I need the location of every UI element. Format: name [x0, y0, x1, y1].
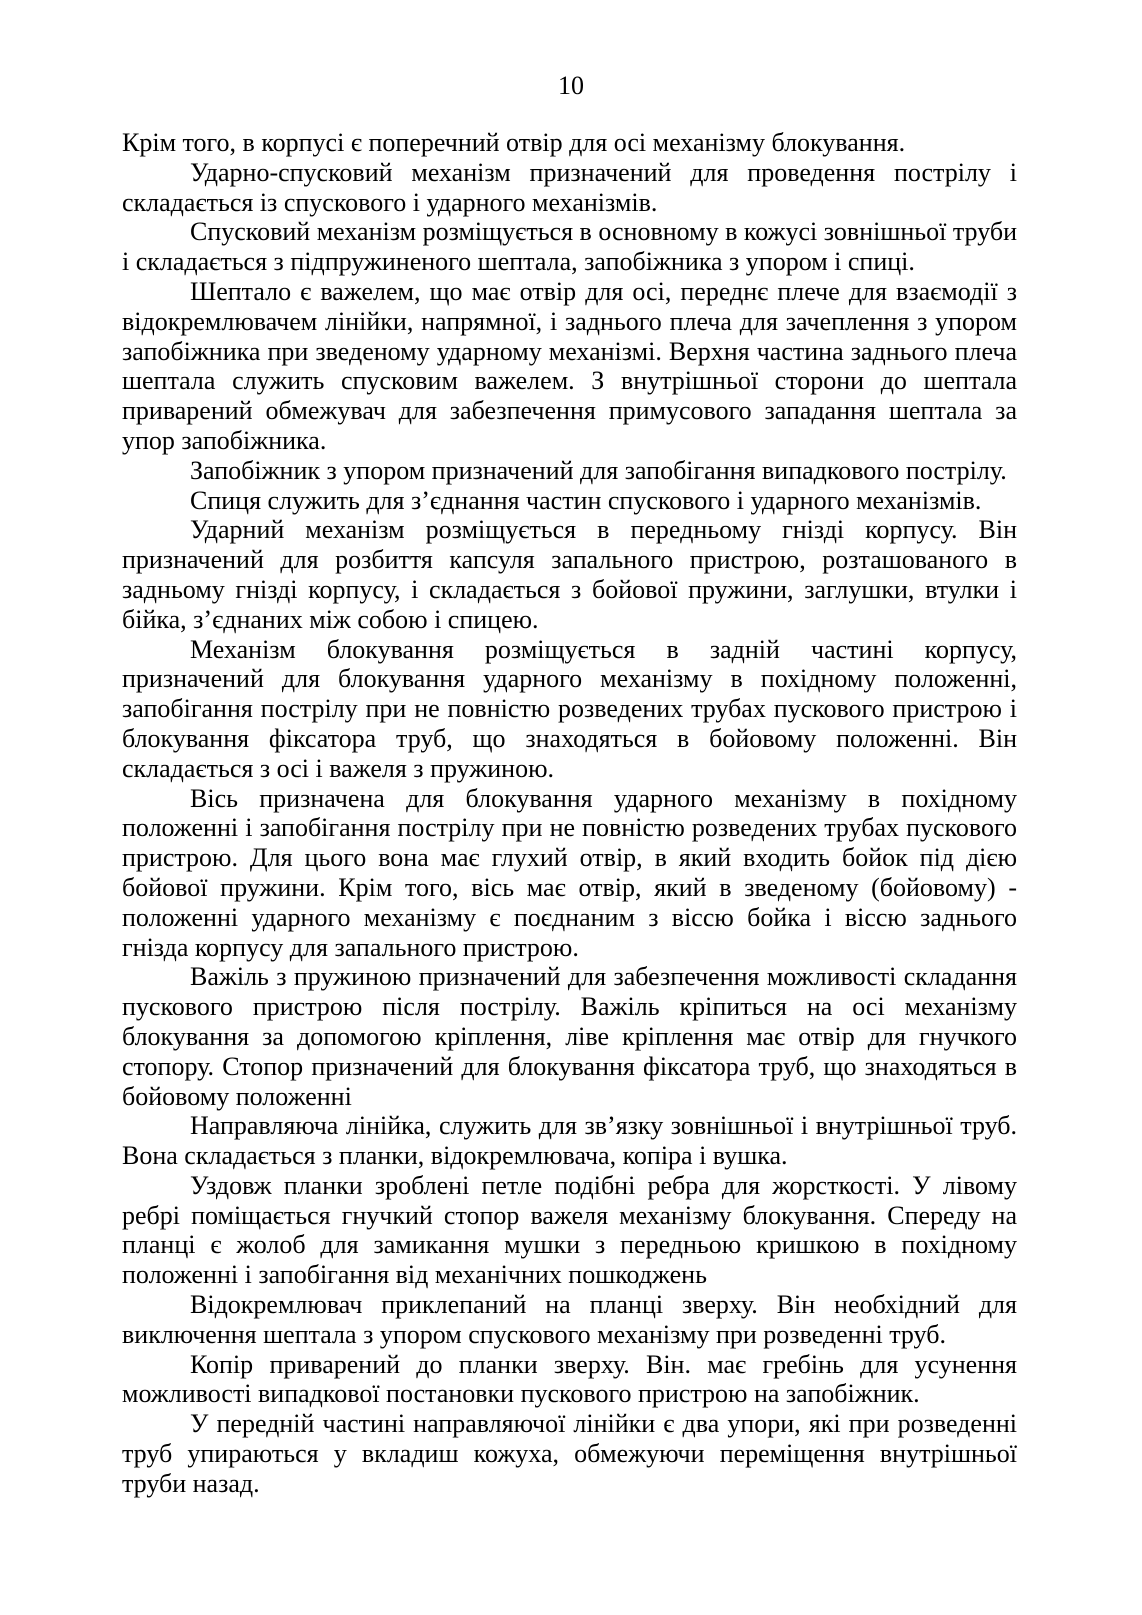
- page-number: 10: [558, 71, 584, 100]
- paragraph: Ударно-спусковий механізм призначений для проведення пострілу і складається із спускового і ударного механізмів.: [122, 157, 1017, 217]
- paragraph: Вісь призначена для блокування ударного механізму в похідному положенні і запобігання пострілу при не повністю розведених трубах пускового пристрою. Для цього вона має глухий отвір, в який входить бойок під дією бойової пружини. Крім того, вісь має отвір, який в зведеному (бойовому) - положенні ударного механізму є поєднаним з віссю бойка і віссю заднього гнізда корпусу для запального пристрою.: [122, 783, 1017, 962]
- paragraph: Механізм блокування розміщується в задній частині корпусу, призначений для блокування ударного механізму в похідному положенні, запобігання пострілу при не повністю розведених трубах пускового пристрою і блокування фіксатора труб, що знаходяться в бойовому положенні. Він складається з осі і важеля з пружиною.: [122, 634, 1017, 783]
- paragraph: Ударний механізм розміщується в передньому гнізді корпусу. Він призначений для розбиття капсуля запального пристрою, розташованого в задньому гнізді корпусу, і складається з бойової пружини, заглушки, втулки і бійка, з’єднаних між собою і спицею.: [122, 515, 1017, 634]
- paragraph: Крім того, в корпусі є поперечний отвір для осі механізму блокування.: [122, 128, 906, 157]
- paragraph: Уздовж планки зроблені петле подібні ребра для жорсткості. У лівому ребрі поміщається гнучкий стопор важеля механізму блокування. Спереду на планці є жолоб для замикання мушки з передньою кришкою в похідному положенні і запобігання від механічних пошкоджень: [122, 1170, 1017, 1290]
- paragraph: Шептало є важелем, що має отвір для осі, переднє плече для взаємодії з відокремлювачем лінійки, напрямної, і заднього плеча для зачеплення з упором запобіжника при зведеному ударному механізмі. Верхня частина заднього плеча шептала служить спусковим важелем. З внутрішньої сторони до шептала приварений обмежувач для забезпечення примусового западання шептала за упор запобіжника.: [122, 276, 1017, 455]
- paragraph: Копір приварений до планки зверху. Він. має гребінь для усунення можливості випадкової постановки пускового пристрою на запобіжник.: [122, 1349, 1017, 1409]
- paragraph: У передній частині направляючої лінійки є два упори, які при розведенні труб упираються у вкладиш кожуха, обмежуючи переміщення внутрішньої труби назад.: [122, 1409, 1017, 1498]
- paragraph: Направляюча лінійка, служить для зв’язку зовнішньої і внутрішньої труб. Вона складається з планки, відокремлювача, копіра і вушка.: [122, 1111, 1017, 1171]
- paragraph: Запобіжник з упором призначений для запобігання випадкового пострілу.: [190, 455, 1007, 485]
- paragraph: Спусковий механізм розміщується в основному в кожусі зовнішньої труби і складається з підпружиненого шептала, запобіжника з упором і спиці.: [122, 217, 1017, 277]
- paragraph: Важіль з пружиною призначений для забезпечення можливості складання пускового пристрою після пострілу. Важіль кріпиться на осі механізму блокування за допомогою кріплення, ліве кріплення має отвір для гнучкого стопору. Стопор призначений для блокування фіксатора труб, що знаходяться в бойовому положенні: [122, 962, 1017, 1111]
- paragraph: Відокремлювач приклепаний на планці зверху. Він необхідний для виключення шептала з упором спускового механізму при розведенні труб.: [122, 1290, 1017, 1349]
- paragraph: Спиця служить для з’єднання частин спускового і ударного механізмів.: [190, 485, 982, 515]
- document-body: [122, 128, 1017, 1499]
